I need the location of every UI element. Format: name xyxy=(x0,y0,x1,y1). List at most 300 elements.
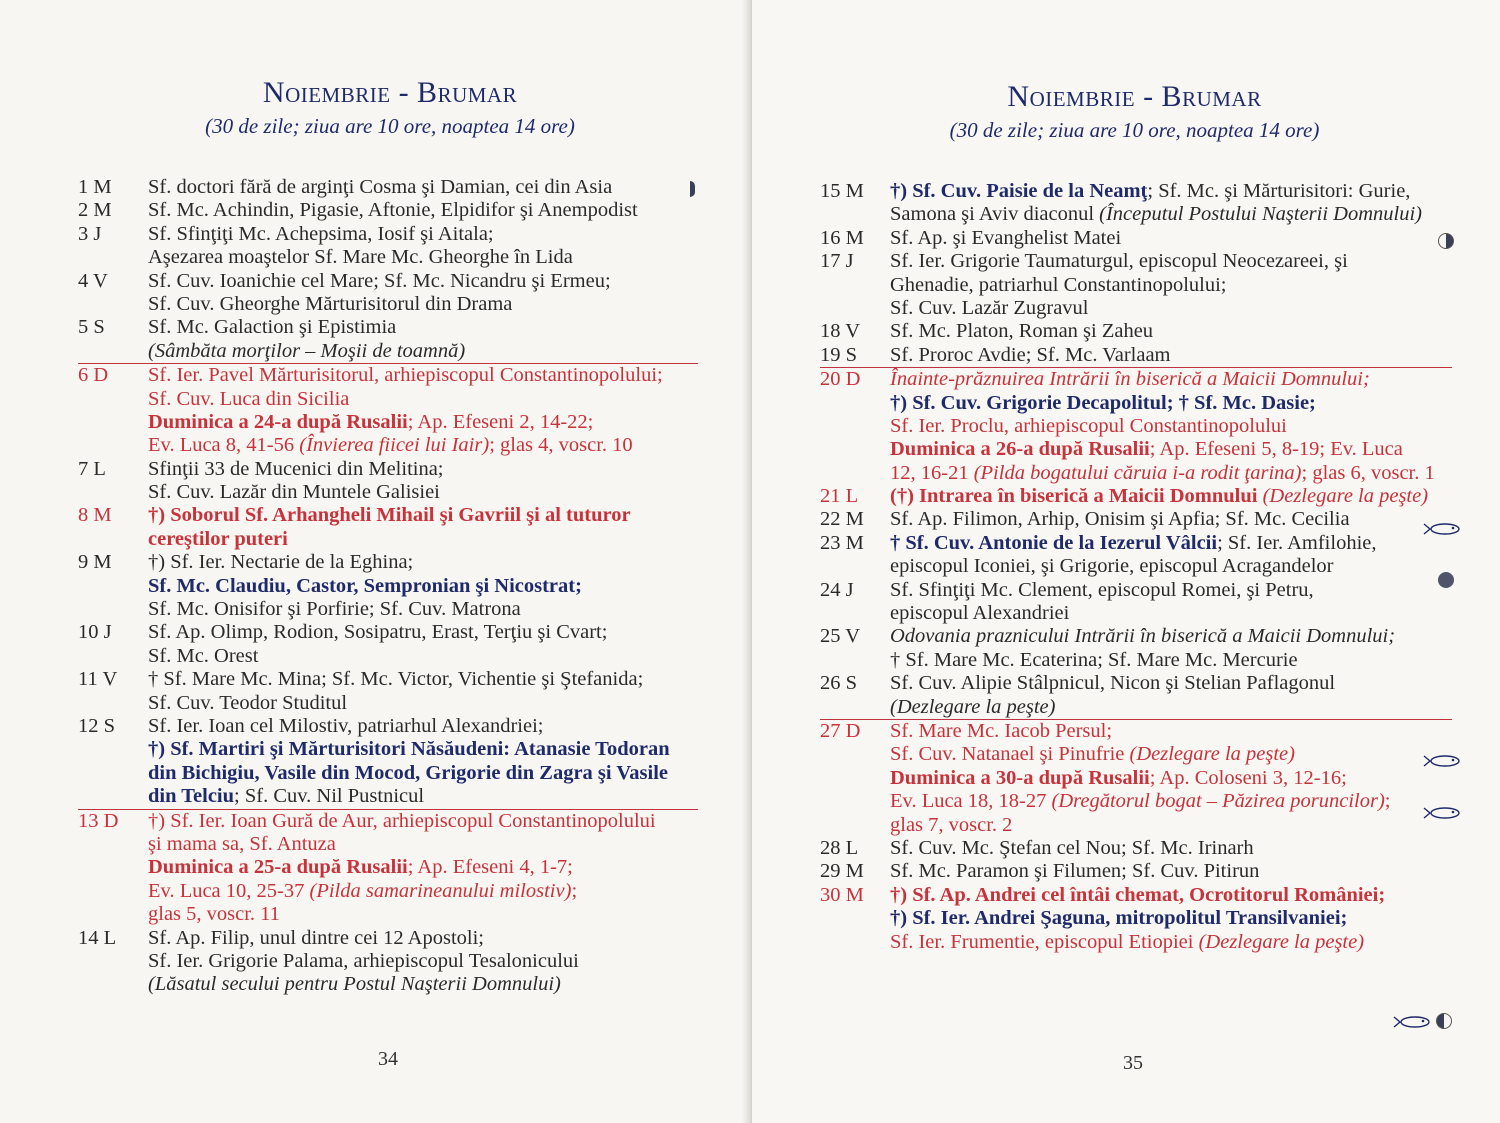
entry-text xyxy=(148,411,593,434)
entry-text xyxy=(148,481,440,504)
entry-text xyxy=(890,884,1385,907)
entry-line xyxy=(78,388,698,411)
text-segment: †) Sf. Ap. Andrei cel întâi chemat, Ocrotitorul României; xyxy=(890,883,1386,906)
text-segment: 12, 16-21 xyxy=(890,461,974,484)
entry-text xyxy=(890,860,1259,883)
text-segment: cereştilor puteri xyxy=(148,527,288,550)
day-label: 6 D xyxy=(78,364,109,387)
entries-list xyxy=(820,180,1452,954)
entry-line xyxy=(78,458,698,481)
page-title: Noiembrie - Brumar xyxy=(1007,80,1262,113)
entry-text xyxy=(890,274,1226,297)
entry-line xyxy=(78,785,698,808)
text-segment: ; Ap. Efeseni 4, 1-7; xyxy=(407,856,573,879)
entry-text xyxy=(148,856,573,879)
entry-text xyxy=(148,738,670,761)
text-segment: (Dezlegare la peşte) xyxy=(1129,743,1295,766)
entry-line xyxy=(78,927,698,950)
entry-line xyxy=(820,203,1452,226)
text-segment: Duminica a 25-a după Rusalii xyxy=(148,856,408,879)
day-label: 19 S xyxy=(820,343,858,366)
day-label: 9 M xyxy=(78,551,112,574)
entry-line xyxy=(78,903,698,926)
entry-text xyxy=(148,293,512,316)
entry-line xyxy=(820,415,1452,438)
text-segment: Sf. Ier. Grigorie Taumaturgul, episcopul Neocezareei, şi xyxy=(890,250,1348,273)
text-segment: ; Ap. Coloseni 3, 12-16; xyxy=(1149,766,1347,789)
text-segment: ; Sf. Cuv. Nil Pustnicul xyxy=(234,785,425,808)
day-label: 30 M xyxy=(820,883,864,906)
entry-line xyxy=(78,434,698,457)
day-label: 29 M xyxy=(820,860,864,883)
entry-text xyxy=(890,297,1088,320)
entry-line xyxy=(820,227,1452,250)
text-segment: din Telciu xyxy=(148,785,235,808)
calendar-entry xyxy=(820,367,1452,485)
day-label: 20 D xyxy=(820,368,861,391)
day-label: 11 V xyxy=(78,668,118,691)
entry-text xyxy=(890,649,1298,672)
entry-text xyxy=(148,199,638,222)
text-segment: Sf. Cuv. Natanael şi Pinufrie xyxy=(890,743,1130,766)
text-segment: (†) Intrarea în biserică a Maicii Domnului xyxy=(890,485,1258,508)
calendar-entry xyxy=(78,223,698,270)
entry-line xyxy=(820,485,1452,508)
text-segment: ; Sf. Ier. Amfilohie, xyxy=(1217,531,1377,554)
entry-text xyxy=(148,715,543,738)
text-segment: †) Sf. Ier. Nectarie de la Eghina; xyxy=(148,551,414,574)
text-segment: episcopul Alexandriei xyxy=(890,602,1070,625)
entry-text xyxy=(890,438,1403,461)
calendar-entry xyxy=(820,227,1452,250)
day-label: 21 L xyxy=(820,485,859,508)
entry-text xyxy=(890,579,1314,602)
day-label: 12 S xyxy=(78,714,116,737)
text-segment: Ev. Luca 10, 25-37 xyxy=(148,879,310,902)
calendar-entry xyxy=(820,344,1452,367)
entry-text xyxy=(890,180,1410,203)
text-segment: Sf. Cuv. Lazăr Zugravul xyxy=(890,296,1089,319)
entry-line xyxy=(78,950,698,973)
day-label: 4 V xyxy=(78,269,108,292)
text-segment: Sf. Mc. Achindin, Pigasie, Aftonie, Elpidifor şi Anempodist xyxy=(148,199,638,222)
entry-text xyxy=(148,551,413,574)
entry-text xyxy=(148,176,612,199)
entry-text xyxy=(890,415,1287,438)
entry-line xyxy=(820,462,1452,485)
entry-line xyxy=(78,598,698,621)
entry-line xyxy=(78,551,698,574)
text-segment: (Începutul Postului Naşterii Domnului) xyxy=(1099,203,1423,226)
entry-line xyxy=(78,645,698,668)
first-quarter-moon-icon xyxy=(1438,233,1454,249)
text-segment: Sf. Ier. Pavel Mărturisitorul, arhiepiscopul Constantinopolului; xyxy=(148,364,663,387)
entry-line xyxy=(820,860,1452,883)
entry-line xyxy=(78,738,698,761)
entry-line xyxy=(820,180,1452,203)
calendar-entry xyxy=(820,884,1452,954)
text-segment: Sf. Proroc Avdie; Sf. Mc. Varlaam xyxy=(890,343,1171,366)
entry-line xyxy=(78,199,698,222)
day-label: 8 M xyxy=(78,504,112,527)
text-segment: Sf. Cuv. Alipie Stâlpnicul, Nicon şi Stelian Paflagonul xyxy=(890,672,1336,695)
entries-list xyxy=(78,176,698,997)
text-segment: †) Sf. Cuv. Grigorie Decapolitul; † Sf. Mc. Dasie; xyxy=(890,391,1316,414)
text-segment: ; Sf. Mc. şi Mărturisitori: Gurie, xyxy=(1147,180,1411,202)
entry-text xyxy=(148,340,465,363)
calendar-entry xyxy=(820,672,1452,719)
entry-text xyxy=(890,555,1333,578)
entry-line xyxy=(78,176,698,199)
entry-line xyxy=(78,880,698,903)
entry-text xyxy=(890,720,1112,743)
page-left xyxy=(0,0,748,1123)
text-segment: Sf. Ier. Proclu, arhiepiscopul Constantinopolului xyxy=(890,414,1287,437)
text-segment: Sf. Cuv. Luca din Sicilia xyxy=(148,387,350,410)
entry-line xyxy=(78,973,698,996)
entry-text xyxy=(148,645,258,668)
entry-line xyxy=(820,532,1452,555)
text-segment: Sf. Cuv. Mc. Ştefan cel Nou; Sf. Mc. Irinarh xyxy=(890,836,1254,859)
entry-text xyxy=(890,532,1377,555)
entry-line xyxy=(78,504,698,527)
entry-text xyxy=(890,203,1422,226)
text-segment: glas 7, voscr. 2 xyxy=(890,813,1013,836)
text-segment: ; xyxy=(1384,790,1391,813)
calendar-entry xyxy=(820,719,1452,837)
page-right xyxy=(752,0,1500,1123)
entry-text xyxy=(148,668,643,691)
entry-line xyxy=(78,833,698,856)
entry-line xyxy=(820,837,1452,860)
entry-line xyxy=(820,320,1452,343)
entry-line xyxy=(820,555,1452,578)
calendar-entry xyxy=(78,621,698,668)
text-segment: Sf. Cuv. Teodor Studitul xyxy=(148,691,348,714)
entry-text xyxy=(148,223,494,246)
entry-text xyxy=(890,625,1395,648)
text-segment: (Sâmbăta morţilor – Moşii de toamnă) xyxy=(148,339,466,362)
text-segment: †) Soborul Sf. Arhangheli Mihail şi Gavriil şi al tuturor xyxy=(148,504,631,527)
entry-text xyxy=(148,364,663,387)
calendar-entry xyxy=(820,837,1452,860)
entry-text xyxy=(890,250,1348,273)
text-segment: Sfinţii 33 de Mucenici din Melitina; xyxy=(148,457,444,480)
calendar-entry xyxy=(78,809,698,927)
entry-line xyxy=(820,438,1452,461)
entry-line xyxy=(820,790,1452,813)
entry-text xyxy=(148,903,280,926)
entry-line xyxy=(78,528,698,551)
entry-text xyxy=(890,485,1428,508)
text-segment: Sf. Ap. Filimon, Arhip, Onisim şi Apfia; Sf. Mc. Cecilia xyxy=(890,508,1350,531)
entry-line xyxy=(78,575,698,598)
entry-line xyxy=(820,579,1452,602)
entry-text xyxy=(890,790,1391,813)
entry-line xyxy=(820,602,1452,625)
day-label: 22 M xyxy=(820,508,864,531)
calendar-entry xyxy=(78,458,698,505)
entry-line xyxy=(78,481,698,504)
text-segment: ; glas 4, voscr. 10 xyxy=(489,434,633,457)
calendar-entry xyxy=(78,715,698,809)
entry-text xyxy=(890,907,1347,930)
last-quarter-moon-icon xyxy=(1436,1013,1452,1029)
entry-line xyxy=(820,392,1452,415)
calendar-entry xyxy=(78,551,698,621)
entry-line xyxy=(78,411,698,434)
text-segment: Ghenadie, patriarhul Constantinopolului; xyxy=(890,273,1227,296)
text-segment: Ev. Luca 18, 18-27 xyxy=(890,790,1052,813)
calendar-entry xyxy=(78,504,698,551)
day-label: 10 J xyxy=(78,621,112,644)
text-segment: (Dregătorul bogat – Păzirea poruncilor) xyxy=(1051,790,1385,813)
text-segment: Duminica a 26-a după Rusalii xyxy=(890,438,1150,461)
entry-line xyxy=(820,720,1452,743)
day-label: 14 L xyxy=(78,926,117,949)
entry-text xyxy=(890,392,1316,415)
text-segment: episcopul Iconiei, şi Grigorie, episcopul Acragandelor xyxy=(890,555,1334,578)
text-segment: (Lăsatul secului pentru Postul Naşterii Domnului) xyxy=(148,973,561,996)
text-segment: (Dezlegare la peşte) xyxy=(1257,485,1429,508)
text-segment: ; Ap. Efeseni 5, 8-19; Ev. Luca xyxy=(1149,438,1403,461)
entry-text xyxy=(148,621,607,644)
entry-text xyxy=(890,368,1370,391)
entry-line xyxy=(820,297,1452,320)
text-segment: †) Sf. Ier. Ioan Gură de Aur, arhiepiscopul Constantinopolului xyxy=(148,809,656,832)
text-segment: Sf. Mc. Claudiu, Castor, Sempronian şi Nicostrat; xyxy=(148,574,582,597)
text-segment: Sf. Ier. Ioan cel Milostiv, patriarhul Alexandriei; xyxy=(148,714,544,737)
calendar-entry xyxy=(820,180,1452,227)
entry-line xyxy=(78,293,698,316)
entry-text xyxy=(148,575,582,598)
text-segment: Sf. Mc. Orest xyxy=(148,644,259,667)
day-label: 28 L xyxy=(820,836,859,859)
text-segment: Sf. Ap. Filip, unul dintre cei 12 Apostoli; xyxy=(148,926,484,949)
text-segment: Sf. Mc. Platon, Roman şi Zaheu xyxy=(890,320,1154,343)
text-segment: Sf. Ap. Olimp, Rodion, Sosipatru, Erast, Terţiu şi Cvart; xyxy=(148,621,608,644)
text-segment: (Dezlegare la peşte) xyxy=(1198,930,1365,953)
fish-icon xyxy=(1422,806,1462,820)
entry-text xyxy=(148,246,573,269)
page-subtitle: (30 de zile; ziua are 10 ore, noaptea 14 ore) xyxy=(205,114,575,138)
entry-text xyxy=(890,320,1153,343)
text-segment: Aşezarea moaştelor Sf. Mare Mc. Gheorghe în Lida xyxy=(148,246,573,269)
text-segment: Sf. Sfinţiţi Mc. Clement, episcopul Romei, şi Petru, xyxy=(890,578,1314,601)
text-segment: Sf. Cuv. Lazăr din Muntele Galisiei xyxy=(148,481,440,504)
entry-text xyxy=(890,602,1069,625)
entry-text xyxy=(148,950,579,973)
entry-text xyxy=(890,508,1350,531)
text-segment: Samona şi Aviv diaconul xyxy=(890,203,1100,226)
text-segment: †) Sf. Ier. Andrei Şaguna, mitropolitul Transilvaniei; xyxy=(890,907,1348,930)
text-segment: din Bichigiu, Vasile din Mocod, Grigorie din Zagra şi Vasile xyxy=(148,761,668,784)
entry-text xyxy=(148,270,611,293)
entry-text xyxy=(148,504,631,527)
fish-icon xyxy=(1392,1015,1432,1029)
page-number: 35 xyxy=(1123,1052,1143,1074)
day-label: 3 J xyxy=(78,222,102,245)
text-segment: †) Sf. Martiri şi Mărturisitori Năsăudeni: Atanasie Todoran xyxy=(148,738,670,761)
entry-text xyxy=(148,316,396,339)
entry-text xyxy=(148,833,336,856)
calendar-entry xyxy=(78,668,698,715)
text-segment: (Pilda bogatului căruia i-a rodit ţarina) xyxy=(973,461,1302,484)
text-segment: Sf. Cuv. Gheorghe Mărturisitorul din Drama xyxy=(148,292,513,315)
text-segment: Sf. Sfinţiţi Mc. Achepsima, Iosif şi Aitala; xyxy=(148,222,494,245)
entry-line xyxy=(78,364,698,387)
entry-line xyxy=(78,316,698,339)
entry-text xyxy=(148,810,656,833)
day-label: 26 S xyxy=(820,672,858,695)
calendar-entry xyxy=(820,250,1452,320)
day-label: 7 L xyxy=(78,457,106,480)
entry-text xyxy=(890,931,1364,954)
entry-text xyxy=(148,692,347,715)
calendar-entry xyxy=(820,485,1452,508)
entry-line xyxy=(820,250,1452,273)
entry-text xyxy=(148,434,633,457)
entry-line xyxy=(820,344,1452,367)
text-segment: Odovania praznicului Intrării în biserică a Maicii Domnului; xyxy=(890,625,1396,648)
calendar-entry xyxy=(820,508,1452,531)
text-segment: Sf. Mc. Paramon şi Filumen; Sf. Cuv. Pitirun xyxy=(890,860,1260,883)
text-segment: †) Sf. Cuv. Paisie de la Neamţ xyxy=(890,180,1148,202)
full-moon-icon xyxy=(1438,572,1454,588)
entry-line xyxy=(78,246,698,269)
text-segment: Sf. Ier. Frumentie, episcopul Etiopiei xyxy=(890,930,1199,953)
page-subtitle: (30 de zile; ziua are 10 ore, noaptea 14 ore) xyxy=(949,118,1320,142)
new-moon-icon xyxy=(690,181,695,197)
text-segment: Sf. doctori fără de arginţi Cosma şi Damian, cei din Asia xyxy=(148,176,613,198)
entry-text xyxy=(148,598,521,621)
entry-line xyxy=(820,508,1452,531)
entry-line xyxy=(78,715,698,738)
entry-text xyxy=(148,973,561,996)
entry-line xyxy=(820,931,1452,954)
entry-line xyxy=(820,743,1452,766)
text-segment: Sf. Mc. Onisifor şi Porfirie; Sf. Cuv. Matrona xyxy=(148,598,521,621)
text-segment: Sf. Ap. şi Evanghelist Matei xyxy=(890,226,1122,249)
entry-line xyxy=(78,223,698,246)
entry-line xyxy=(78,810,698,833)
text-segment: Ev. Luca 8, 41-56 xyxy=(148,434,300,457)
calendar-entry xyxy=(78,363,698,458)
entry-line xyxy=(820,907,1452,930)
entry-text xyxy=(890,344,1171,367)
day-label: 25 V xyxy=(820,625,861,648)
entry-text xyxy=(890,227,1121,250)
entry-line xyxy=(78,621,698,644)
entry-line xyxy=(78,762,698,785)
entry-text xyxy=(148,785,424,808)
entry-text xyxy=(890,814,1012,837)
text-segment: Sf. Cuv. Ioanichie cel Mare; Sf. Mc. Nicandru şi Ermeu; xyxy=(148,269,611,292)
entry-text xyxy=(148,458,444,481)
text-segment: glas 5, voscr. 11 xyxy=(148,903,280,926)
entry-text xyxy=(890,837,1254,860)
calendar-entry xyxy=(820,860,1452,883)
entry-text xyxy=(890,743,1295,766)
text-segment: Sf. Mare Mc. Iacob Persul; xyxy=(890,719,1113,742)
text-segment: Duminica a 30-a după Rusalii xyxy=(890,766,1150,789)
text-segment: † Sf. Mare Mc. Ecaterina; Sf. Mare Mc. Mercurie xyxy=(890,648,1298,671)
day-label: 15 M xyxy=(820,180,864,202)
entry-text xyxy=(890,672,1335,695)
calendar-entry xyxy=(820,320,1452,343)
fish-icon xyxy=(1422,522,1462,536)
calendar-entry xyxy=(820,625,1452,672)
entry-line xyxy=(78,692,698,715)
day-label: 13 D xyxy=(78,809,119,832)
text-segment: Sf. Ier. Grigorie Palama, arhiepiscopul Tesalonicului xyxy=(148,949,579,972)
entry-line xyxy=(820,672,1452,695)
entry-line xyxy=(820,649,1452,672)
entry-text xyxy=(148,762,668,785)
text-segment: (Dezlegare la peşte) xyxy=(890,695,1056,718)
calendar-entry xyxy=(820,532,1452,579)
day-label: 23 M xyxy=(820,531,864,554)
calendar-entry xyxy=(78,199,698,222)
entry-text xyxy=(890,767,1347,790)
day-label: 18 V xyxy=(820,320,861,343)
entry-text xyxy=(148,528,288,551)
text-segment: † Sf. Mare Mc. Mina; Sf. Mc. Victor, Vichentie şi Ştefanida; xyxy=(148,668,644,691)
text-segment: Înainte-prăznuirea Intrării în biserică a Maicii Domnului; xyxy=(890,368,1370,391)
page-title: Noiembrie - Brumar xyxy=(262,76,518,109)
text-segment: Sf. Mc. Galaction şi Epistimia xyxy=(148,316,397,339)
day-label: 1 M xyxy=(78,176,112,198)
entry-text xyxy=(890,462,1435,485)
text-segment: ; Ap. Efeseni 2, 14-22; xyxy=(407,410,594,433)
text-segment: ; xyxy=(571,879,578,902)
text-segment: † Sf. Cuv. Antonie de la Iezerul Vâlcii xyxy=(890,531,1218,554)
entry-line xyxy=(820,368,1452,391)
text-segment: ; glas 6, voscr. 1 xyxy=(1301,461,1435,484)
entry-line xyxy=(820,696,1452,719)
calendar-entry xyxy=(820,579,1452,626)
entry-line xyxy=(78,856,698,879)
day-label: 24 J xyxy=(820,578,854,601)
calendar-entry xyxy=(78,176,698,199)
entry-line xyxy=(78,270,698,293)
entry-text xyxy=(148,388,349,411)
entry-text xyxy=(148,880,577,903)
calendar-entry xyxy=(78,270,698,317)
entry-line xyxy=(78,340,698,363)
entry-text xyxy=(148,927,484,950)
calendar-entry xyxy=(78,927,698,997)
day-label: 2 M xyxy=(78,199,112,222)
calendar-entry xyxy=(78,316,698,363)
text-segment: (Învierea fiicei lui Iair) xyxy=(299,434,490,457)
day-label: 27 D xyxy=(820,719,861,742)
entry-line xyxy=(820,884,1452,907)
entry-text xyxy=(890,696,1055,719)
fish-icon xyxy=(1422,754,1462,768)
entry-line xyxy=(820,814,1452,837)
page-number: 34 xyxy=(378,1048,398,1070)
text-segment: şi mama sa, Sf. Antuza xyxy=(148,832,336,855)
text-segment: (Pilda samarineanului milostiv) xyxy=(309,879,572,902)
text-segment: Duminica a 24-a după Rusalii xyxy=(148,410,408,433)
day-label: 16 M xyxy=(820,226,864,249)
entry-line xyxy=(820,767,1452,790)
entry-line xyxy=(78,668,698,691)
entry-line xyxy=(820,625,1452,648)
day-label: 17 J xyxy=(820,250,854,273)
entry-line xyxy=(820,274,1452,297)
